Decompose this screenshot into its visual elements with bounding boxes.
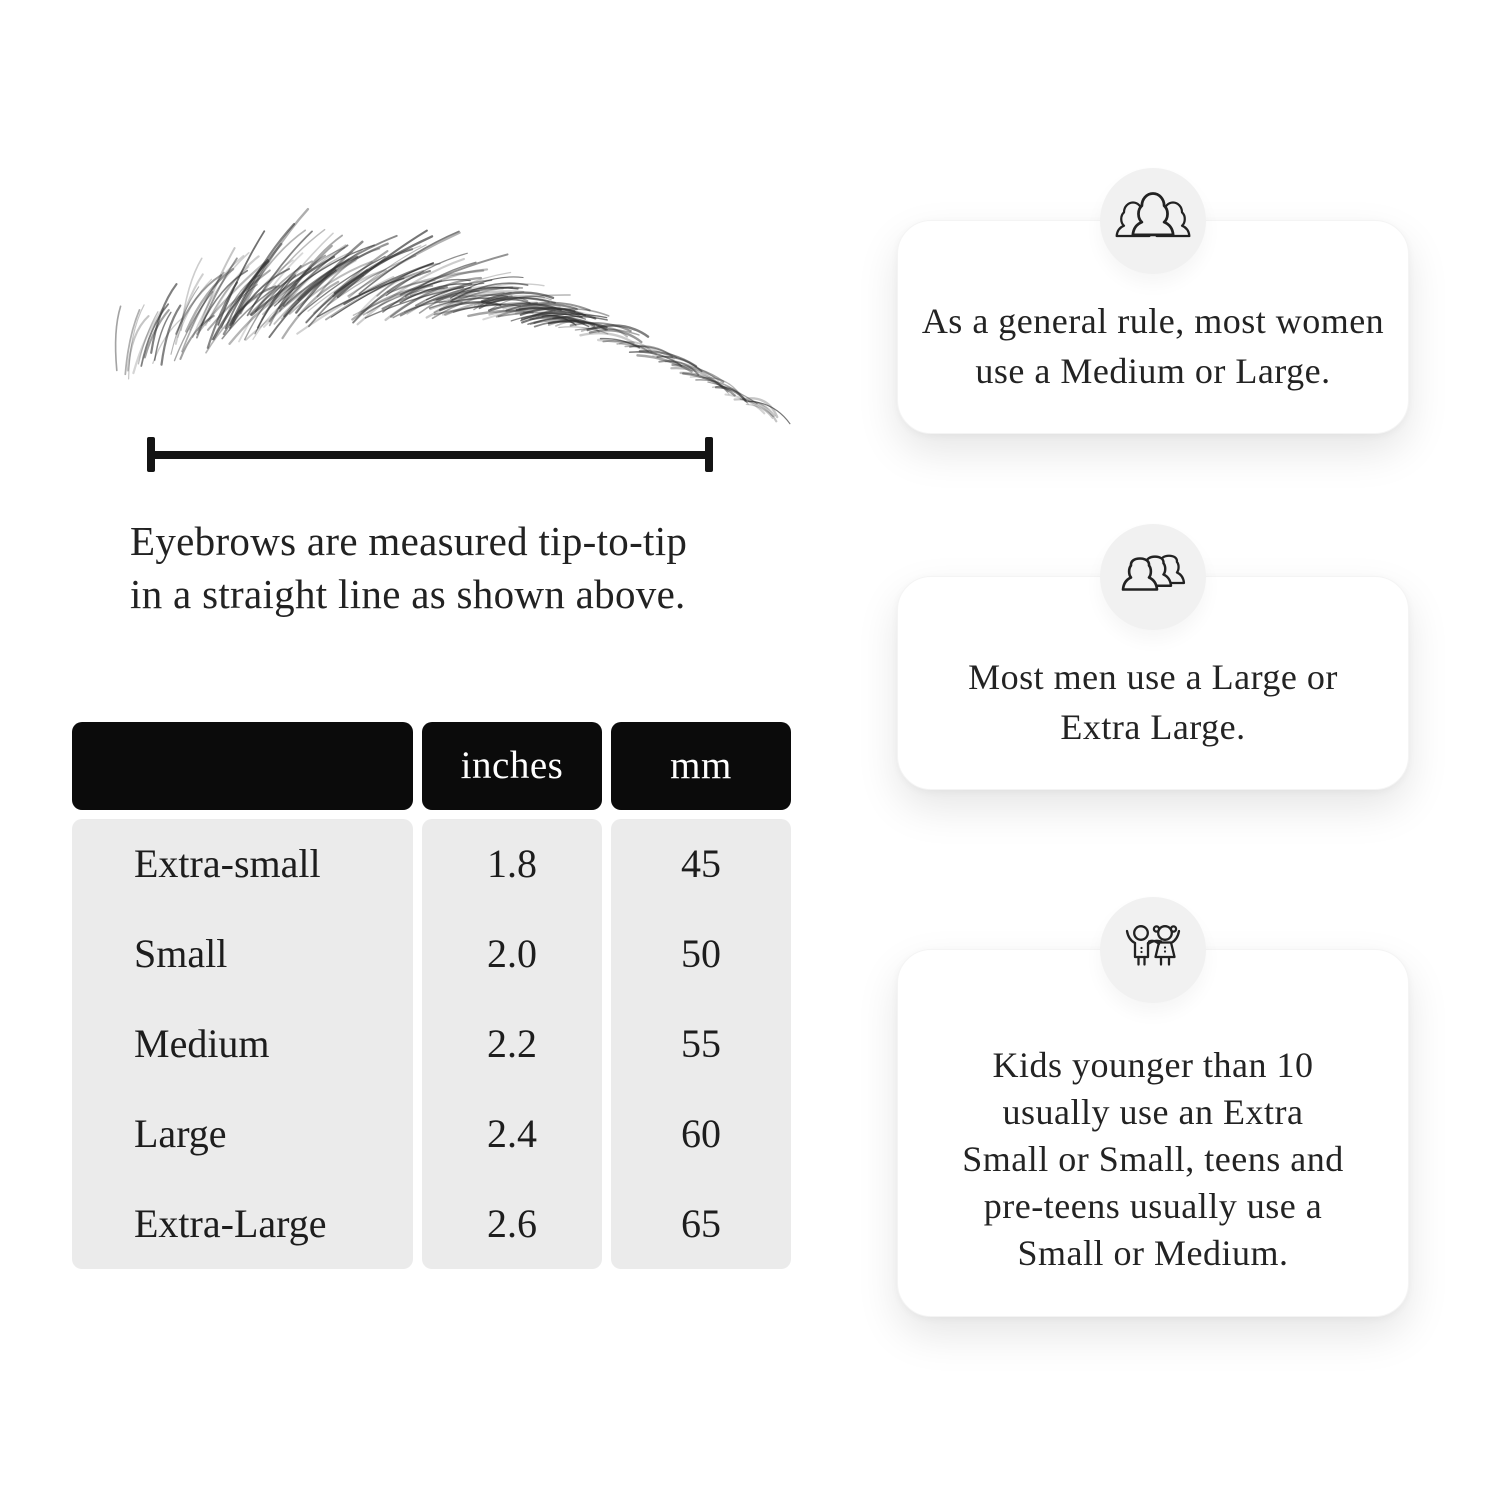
table-row — [72, 1089, 791, 1179]
measurement-caption — [130, 515, 687, 621]
table-header-name-cell — [72, 722, 413, 810]
info-card-women — [897, 220, 1409, 434]
table-row — [72, 999, 791, 1089]
card-text — [898, 1042, 1408, 1277]
column-header-inches: inches — [460, 744, 564, 787]
icon-circle — [1100, 524, 1206, 630]
size-inches: 2.0 — [487, 931, 537, 976]
card-line: Kids younger than 10 — [992, 1045, 1314, 1085]
card-text — [898, 296, 1408, 396]
table-row — [72, 1179, 791, 1269]
size-name: Extra-Large — [134, 1201, 327, 1246]
size-name: Medium — [134, 1021, 270, 1066]
men-group-icon — [1112, 546, 1194, 609]
eyebrow-illustration — [105, 243, 785, 433]
size-mm: 60 — [681, 1111, 721, 1156]
size-name: Small — [134, 931, 228, 976]
size-inches: 2.6 — [487, 1201, 537, 1246]
size-mm: 45 — [681, 841, 721, 886]
card-line: use a Medium or Large. — [975, 351, 1331, 391]
size-inches: 2.4 — [487, 1111, 537, 1156]
column-header-mm: mm — [670, 744, 732, 787]
card-line: usually use an Extra — [1002, 1092, 1304, 1132]
size-mm: 65 — [681, 1201, 721, 1246]
children-icon — [1115, 918, 1191, 983]
measurement-line-left-cap — [147, 437, 155, 472]
table-row — [72, 819, 791, 909]
size-name: Large — [134, 1111, 227, 1156]
measurement-line-right-cap — [705, 437, 713, 472]
card-line: Small or Medium. — [1017, 1233, 1289, 1273]
icon-circle — [1100, 897, 1206, 1003]
size-inches: 1.8 — [487, 841, 537, 886]
size-name: Extra-small — [134, 841, 321, 886]
card-line: Extra Large. — [1060, 707, 1246, 747]
size-mm: 55 — [681, 1021, 721, 1066]
women-group-icon — [1113, 190, 1193, 253]
card-line: As a general rule, most women — [921, 301, 1385, 341]
card-line: Most men use a Large or — [968, 657, 1338, 697]
table-row — [72, 909, 791, 999]
card-line: pre-teens usually use a — [983, 1186, 1323, 1226]
card-text — [898, 652, 1408, 752]
caption-line-1: Eyebrows are measured tip-to-tip — [130, 518, 688, 564]
size-inches: 2.2 — [487, 1021, 537, 1066]
info-card-men — [897, 576, 1409, 790]
info-card-kids — [897, 949, 1409, 1317]
icon-circle — [1100, 168, 1206, 274]
size-mm: 50 — [681, 931, 721, 976]
card-line: Small or Small, teens and — [962, 1139, 1344, 1179]
caption-line-2: in a straight line as shown above. — [130, 571, 686, 617]
measurement-line — [151, 451, 713, 459]
